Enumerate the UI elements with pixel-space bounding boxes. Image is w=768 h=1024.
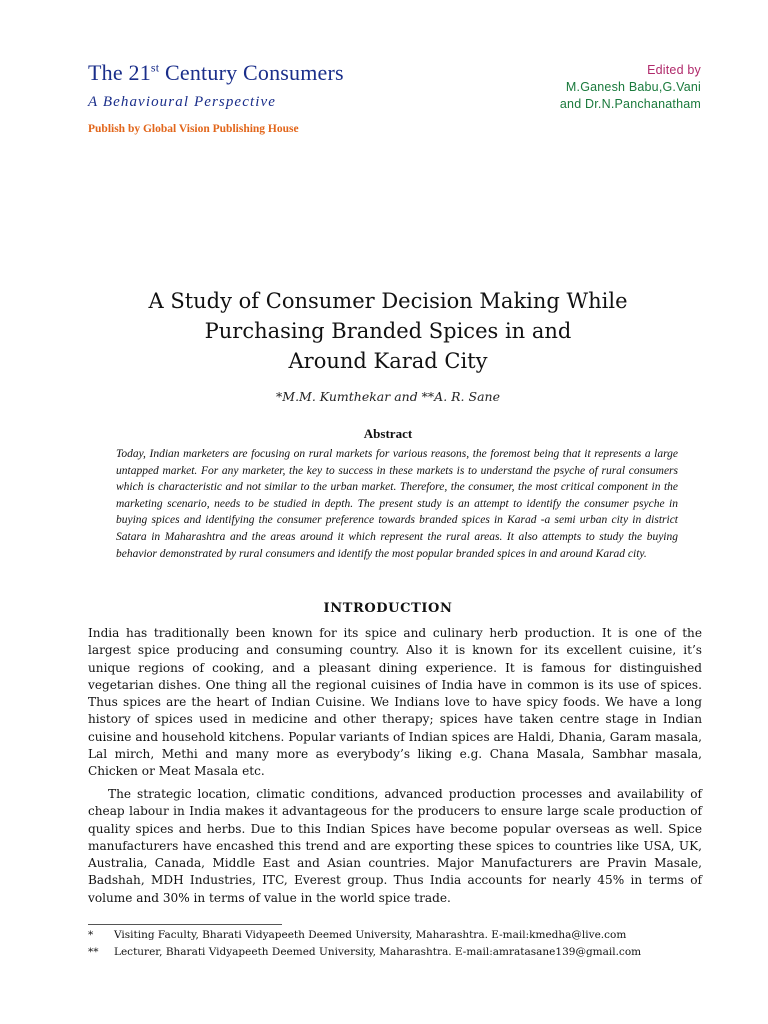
paper-title-line-2: Purchasing Branded Spices in and — [204, 319, 572, 343]
editors-block — [560, 62, 701, 113]
publisher-line: Publish by Global Vision Publishing House — [88, 123, 299, 135]
book-title-superscript: st — [150, 60, 160, 75]
abstract-text: Today, Indian marketers are focusing on rural markets for various reasons, the foremost being that it represents a large untapped market. For any marketer, the key to success in these markets is to understand the psyche of rural consumers which is characteristic and not similar to the urban market. Therefore, the consumer, the most critical component in the marketing scenario, needs to be studied in depth. The present study is an attempt to identify the consumer psyche in buying spices and identifying the consumer preference towards branded spices in Karad -a semi urban city in district Satara in Maharashtra and the areas around it which represent the rural areas. It also attempts to study the buying behavior demonstrated by rural consumers and identify the most popular branded spices in and around Karad city. — [116, 448, 678, 560]
footnote-2-text: Lecturer, Bharati Vidyapeeth Deemed University, Maharashtra. E-mail:amratasane139@gmail.com — [114, 946, 642, 958]
editors-line-2: and Dr.N.Panchanatham — [559, 97, 701, 111]
book-title-prefix: The 21 — [88, 60, 151, 85]
footnote-divider — [88, 924, 282, 925]
footnote-1-mark: * — [88, 929, 94, 941]
edited-by-label: Edited by — [647, 63, 701, 77]
footnote-1 — [88, 929, 708, 941]
introduction-paragraph-1: India has traditionally been known for its spice and culinary herb production. It is one of the largest spice producing and consuming country. Also it is known for its excellent cuisine, it’s unique regions of cooking, and a pleasant dining experience. It is famous for distinguished vegetarian dishes. One thing all the regional cuisines of India have in common is its use of spices. Thus spices are the heart of Indian Cuisine. We Indians love to have spicy foods. We have a long history of spices used in medicine and other therapy; spices have taken centre stage in Indian cuisine and household kitchens. Popular variants of Indian spices are Haldi, Dhania, Garam masala, Lal mirch, Methi and many more as everybody’s liking e.g. Chana Masala, Sambhar masala, Chicken or Meat Masala etc. — [88, 626, 702, 779]
paper-title — [88, 286, 688, 376]
paper-title-line-1: A Study of Consumer Decision Making While — [148, 289, 628, 313]
book-title-suffix: Century Consumers — [159, 60, 344, 85]
editors-line-1: M.Ganesh Babu,G.Vani — [565, 80, 701, 94]
book-title — [88, 60, 344, 86]
footnote-2 — [88, 946, 708, 958]
authors-line: *M.M. Kumthekar and **A. R. Sane — [276, 389, 500, 404]
footnote-2-mark: ** — [88, 946, 99, 958]
book-subtitle: A Behavioural Perspective — [88, 94, 277, 110]
introduction-heading: INTRODUCTION — [323, 601, 453, 616]
introduction-paragraph-2: The strategic location, climatic conditions, advanced production processes and availability of cheap labour in India makes it advantageous for the producers to ensure large scale production of quality spices and herbs. Due to this Indian Spices have become popular overseas as well. Spice manufacturers have encashed this trend and are exporting these spices to countries like USA, UK, Australia, Canada, Middle East and Asian countries. Major Manufacturers are Pravin Masale, Badshah, MDH Industries, ITC, Everest group. Thus India accounts for nearly 45% in terms of volume and 30% in terms of value in the world spice trade. — [88, 787, 702, 905]
footnote-1-text: Visiting Faculty, Bharati Vidyapeeth Deemed University, Maharashtra. E-mail:kmedha@live.com — [114, 929, 627, 941]
paper-title-line-3: Around Karad City — [288, 349, 488, 373]
abstract-heading: Abstract — [363, 426, 413, 441]
